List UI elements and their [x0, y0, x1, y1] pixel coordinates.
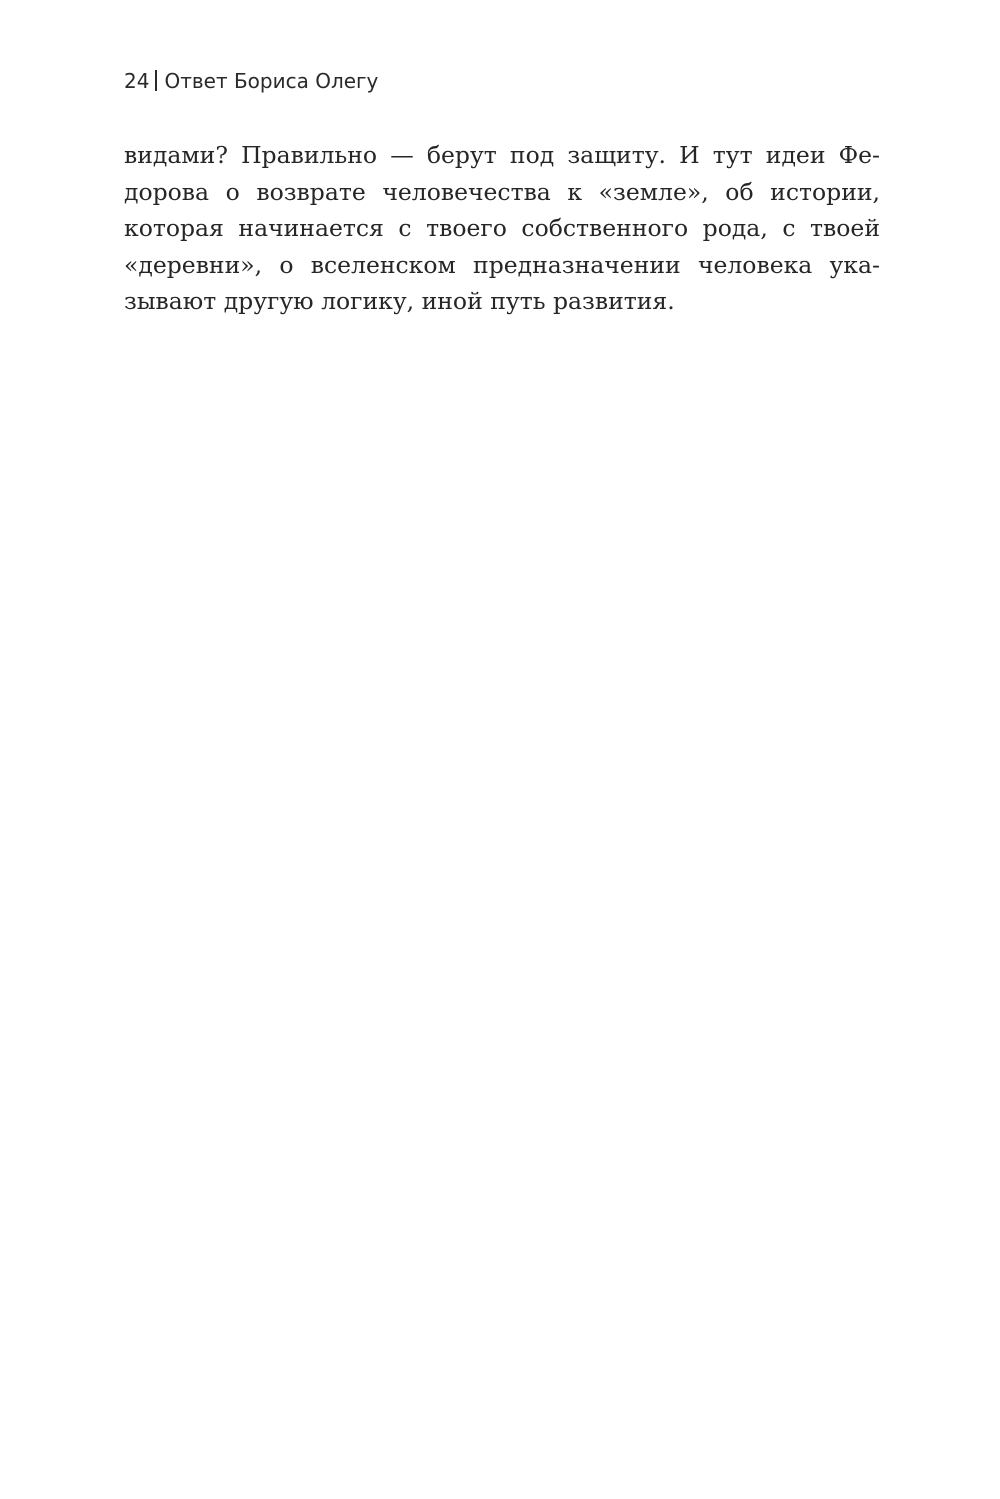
text-line: «деревни», о вселенском предназначении человека ука- [124, 250, 880, 279]
text-line: видами? Правильно — берут под защиту. И тут идеи Фе- [124, 141, 880, 169]
header-separator [155, 70, 157, 91]
text-line: зывают другую логику, иной путь развития. [124, 287, 675, 315]
body-paragraph [124, 137, 880, 320]
text-line: которая начинается с твоего собственного рода, с твоей [124, 214, 880, 242]
section-title: Ответ Бориса Олегу [164, 69, 379, 93]
running-head [124, 66, 378, 96]
page-number: 24 [124, 69, 150, 93]
text-line: дорова о возврате человечества к «земле», об истории, [124, 177, 880, 206]
